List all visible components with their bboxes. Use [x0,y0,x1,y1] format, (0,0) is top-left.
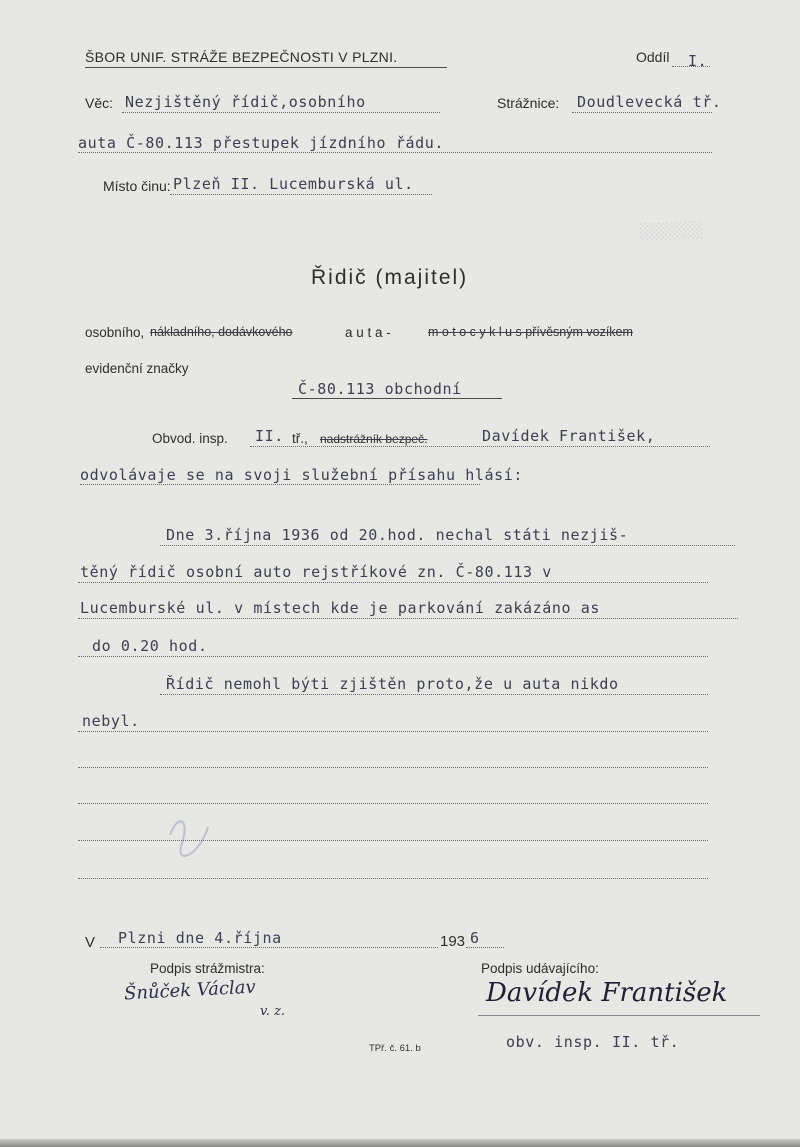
officer-name: Davídek František, [482,427,656,445]
right-sig-title: obv. insp. II. tř. [506,1033,680,1051]
date-dotline [100,947,438,948]
form-number: TPř. č. 61. b [369,1043,421,1054]
straznice-value: Doudlevecká tř. [577,93,722,111]
vec-value-2: auta Č-80.113 přestupek jízdního řádu. [78,134,444,152]
section-value: I. [688,52,708,70]
body-dotline [78,656,708,657]
section-label: Oddíl [636,49,670,65]
section-title: Řidič (majitel) [311,266,469,289]
right-sig-label: Podpis udávajícího: [481,961,599,976]
tr-label: tř., [292,431,308,446]
vec-label: Věc: [85,95,114,111]
plate-value: Č-80.113 obchodní [298,380,462,398]
section-dotline [672,66,710,67]
bleed-through-stamp: ░░░░░░░ [639,220,704,242]
right-sig-underline [478,1015,760,1016]
misto-value: Plzeň II. Lucemburská ul. [173,175,414,193]
body-line: těný řídič osobní auto rejstříkové zn. Č-80.113 v [80,563,552,581]
date-place: Plzni dne 4.října [118,929,282,947]
misto-dotline [170,194,432,195]
vehicle-auta: a u t a - [345,325,391,340]
body-dotline [160,545,735,546]
page-bottom-edge [0,1139,800,1147]
struck-rank: nadstrážník bezpeč. [320,432,428,446]
vec-dotline-1 [122,112,440,113]
straznice-dotline [572,112,712,113]
body-dotline [78,582,708,583]
body-line: Lucemburské ul. v místech kde je parkování zakázáno as [80,599,601,617]
oath-line: odvolávaje se na svoji služební přísahu hlásí: [80,466,524,484]
org-header: ŠBOR UNIF. STRÁŽE BEZPEČNOSTI V PLZNI. [85,49,398,65]
left-signature: Šnůček Václav [123,976,257,1005]
vec-dotline-2 [78,152,712,153]
body-dotline [160,694,708,695]
obvod-dotline [250,446,710,447]
empty-dotline [78,878,708,879]
body-line: Dne 3.října 1936 od 20.hod. nechal státi nezjiš- [166,526,629,544]
year-prefix: 193 [440,933,466,950]
faint-initials-mark [160,805,220,865]
ev-label: evidenční značky [85,361,189,376]
empty-dotline [78,803,708,804]
empty-dotline [78,767,708,768]
vehicle-prefix: osobního, [85,325,145,340]
body-line: do 0.20 hod. [92,637,208,655]
body-dotline [78,618,738,619]
left-sig-label: Podpis strážmistra: [150,961,265,976]
year-digit: 6 [470,929,480,947]
plate-dotline [292,398,502,399]
year-dotline [466,947,504,948]
vec-value-1: Nezjištěný řídič,osobního [125,93,366,111]
rank-typed: II. [255,427,284,445]
straznice-label: Strážnice: [497,95,560,111]
body-line: Řídič nemohl býti zjištěn proto,že u auta nikdo [166,675,619,693]
left-signature-note: v. z. [260,1004,286,1019]
date-v: V [85,934,96,951]
obvod-label: Obvod. insp. [152,431,228,446]
right-signature: Davídek František [486,978,728,1008]
body-dotline [78,731,708,732]
body-line: nebyl. [82,712,140,730]
org-underline [85,67,447,68]
oath-dotline [80,484,480,485]
misto-label: Místo činu: [103,178,171,194]
vehicle-struck-moto: m o t o c y k l u s přívěsným vozíkem [428,325,633,339]
vehicle-struck-types: nákladního, dodávkového [150,325,293,339]
